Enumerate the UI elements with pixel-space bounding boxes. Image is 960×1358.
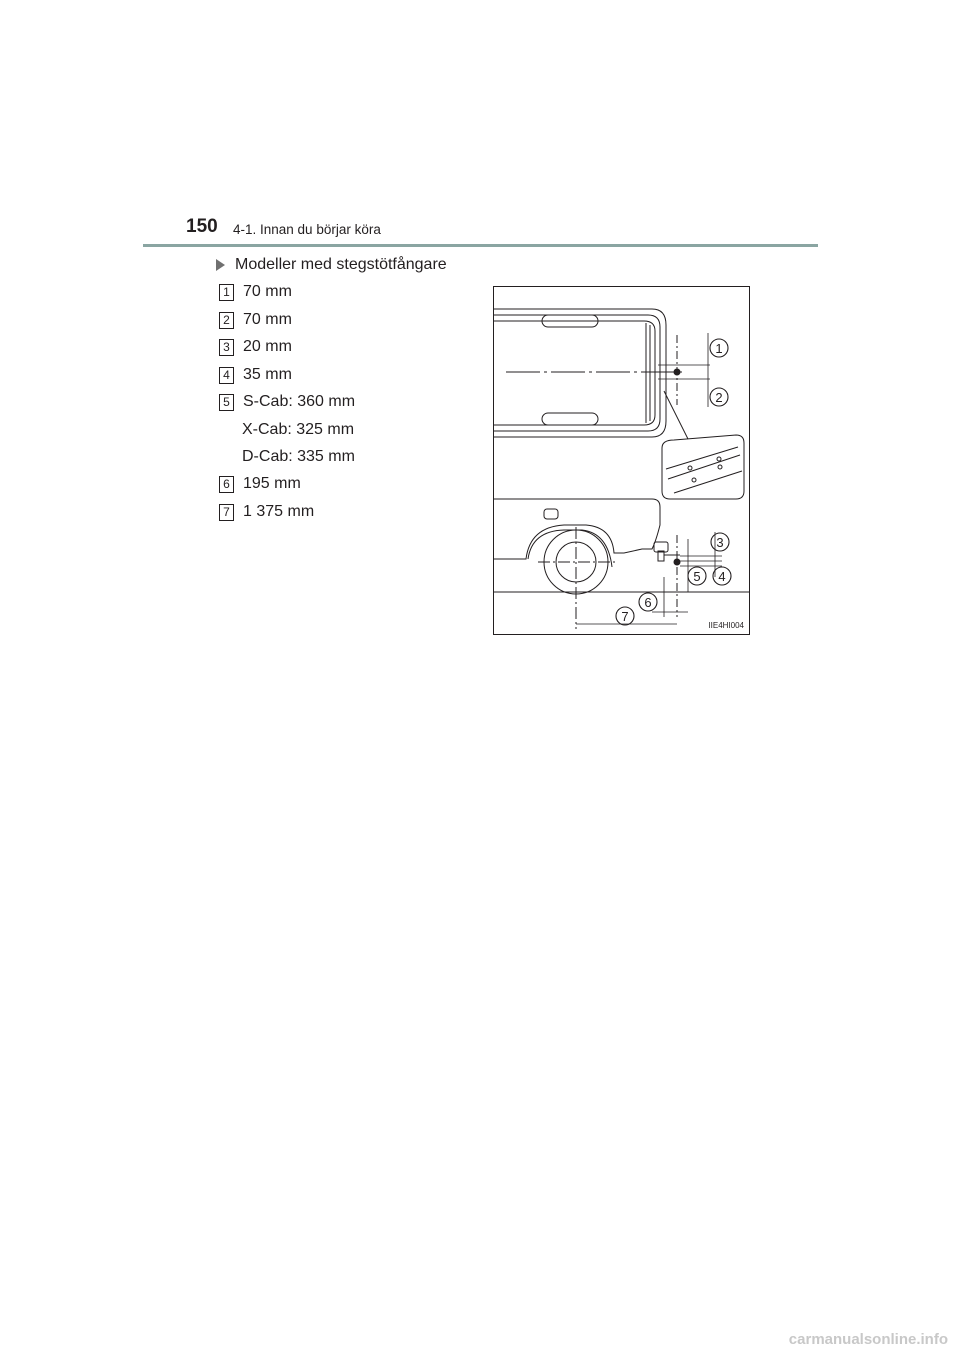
callout-4: 4	[718, 569, 726, 584]
subheading	[216, 256, 447, 274]
watermark: carmanualsonline.info	[788, 1331, 948, 1348]
spec-value-3: 20 mm	[243, 338, 292, 355]
subheading-text: Modeller med stegstötfångare	[235, 256, 447, 273]
spec-item-5	[219, 393, 355, 411]
spec-value-7: 1 375 mm	[243, 503, 315, 520]
spec-number-4: 4	[219, 367, 234, 384]
spec-item-2	[219, 311, 292, 329]
spec-number-2: 2	[219, 312, 234, 329]
spec-number-1: 1	[219, 284, 234, 301]
header-rule	[143, 244, 818, 247]
spec-value-5c: D-Cab: 335 mm	[242, 448, 355, 465]
truck-side-view	[494, 499, 680, 567]
callout-3: 3	[716, 535, 724, 550]
callout-1: 1	[715, 341, 723, 356]
callout-5: 5	[693, 569, 701, 584]
spec-item-6	[219, 475, 301, 493]
callout-7: 7	[621, 609, 629, 624]
page-number: 150	[186, 216, 218, 237]
callout-2: 2	[715, 390, 723, 405]
spec-number-3: 3	[219, 339, 234, 356]
callout-6: 6	[644, 595, 652, 610]
spec-value-1: 70 mm	[243, 283, 292, 300]
spec-number-7: 7	[219, 504, 234, 521]
section-title: 4-1. Innan du börjar köra	[233, 222, 381, 237]
bumper-detail-inset	[662, 435, 744, 499]
figure-code: IIE4HI004	[708, 621, 744, 630]
triangle-bullet-icon	[216, 259, 225, 271]
spec-item-3	[219, 338, 292, 356]
spec-number-5: 5	[219, 394, 234, 411]
spec-item-4	[219, 366, 292, 384]
vehicle-diagram	[493, 286, 750, 635]
spec-number-6: 6	[219, 476, 234, 493]
truck-bed-top-view	[494, 309, 666, 437]
spec-value-4: 35 mm	[243, 366, 292, 383]
spec-value-5a: S-Cab: 360 mm	[243, 393, 356, 410]
spec-value-6: 195 mm	[243, 475, 301, 492]
spec-value-5b: X-Cab: 325 mm	[242, 421, 355, 438]
spec-item-1	[219, 283, 292, 301]
spec-value-2: 70 mm	[243, 311, 292, 328]
spec-item-7	[219, 503, 314, 521]
